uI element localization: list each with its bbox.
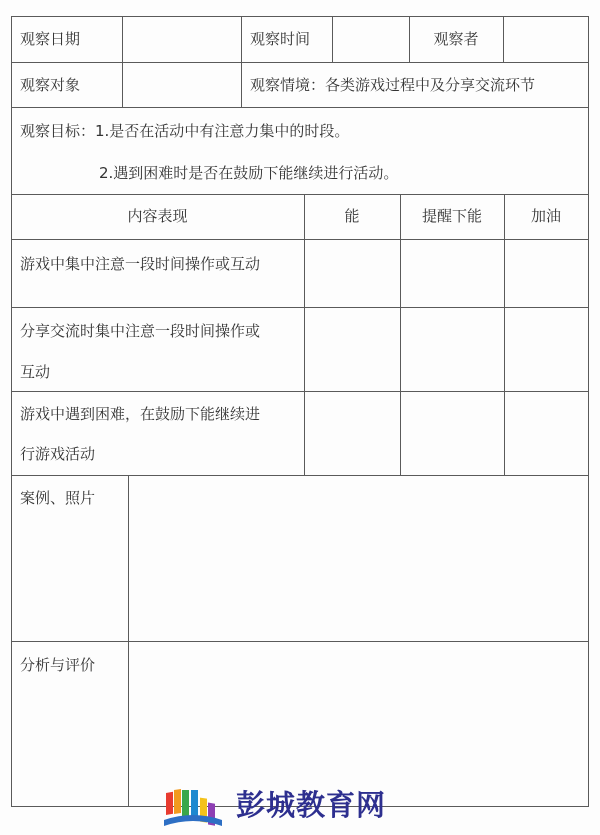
item-2-keep-going-cell[interactable] (505, 308, 587, 390)
analysis-evaluation-label: 分析与评价 (20, 656, 96, 674)
item-1-prompt-cell[interactable] (401, 240, 503, 306)
context-label: 观察情境：各类游戏过程中及分享交流环节 (250, 76, 536, 94)
watermark-text: 彭城教育网 (236, 788, 387, 822)
border-right (588, 16, 589, 806)
time-field[interactable] (333, 17, 408, 61)
item-3-line-2: 行游戏活动 (20, 445, 96, 463)
date-field[interactable] (123, 17, 240, 61)
date-label: 观察日期 (20, 30, 81, 48)
item-3-can-cell[interactable] (305, 392, 399, 474)
item-3-prompt-cell[interactable] (401, 392, 503, 474)
cases-photos-label: 案例、照片 (20, 489, 96, 507)
rule (11, 194, 589, 195)
rule (11, 62, 589, 63)
item-1-keep-going-cell[interactable] (505, 240, 587, 306)
column-header-can: 能 (344, 207, 360, 225)
item-1-can-cell[interactable] (305, 240, 399, 306)
observer-label: 观察者 (433, 30, 479, 48)
item-2-prompt-cell[interactable] (401, 308, 503, 390)
column-header-with-prompt: 提醒下能 (421, 207, 482, 225)
rule (11, 107, 589, 108)
goal-line-1: 观察目标：1.是否在活动中有注意力集中的时段。 (20, 122, 350, 140)
column-header-content: 内容表现 (127, 207, 188, 225)
observer-field[interactable] (504, 17, 587, 61)
rule (241, 16, 242, 107)
watermark (0, 778, 600, 835)
book-logo-icon (160, 786, 226, 832)
border-left (11, 16, 12, 806)
item-3-keep-going-cell[interactable] (505, 392, 587, 474)
cases-photos-field[interactable] (129, 476, 587, 640)
item-1-line-1: 游戏中集中注意一段时间操作或互动 (20, 255, 261, 273)
subject-field[interactable] (123, 63, 240, 106)
column-header-keep-going: 加油 (530, 207, 561, 225)
time-label: 观察时间 (250, 30, 311, 48)
item-3-line-1: 游戏中遇到困难，在鼓励下能继续进 (20, 405, 261, 423)
item-2-line-2: 互动 (20, 363, 51, 381)
subject-label: 观察对象 (20, 76, 81, 94)
goal-line-2: 2.遇到困难时是否在鼓励下能继续进行活动。 (99, 164, 399, 182)
item-2-can-cell[interactable] (305, 308, 399, 390)
item-2-line-1: 分享交流时集中注意一段时间操作或 (20, 322, 261, 340)
